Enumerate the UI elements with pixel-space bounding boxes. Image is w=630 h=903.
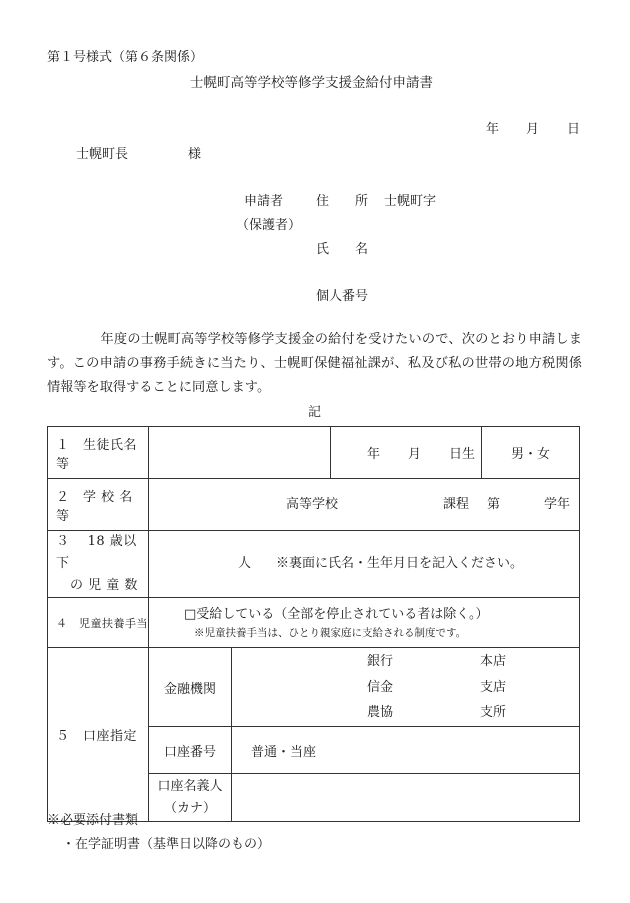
addressee: 士幌町長 <box>76 147 129 162</box>
attachments-title: ※必要添付書類 <box>47 813 139 828</box>
application-table <box>47 426 580 822</box>
birth-year-label: 年 <box>367 447 381 462</box>
nokyo-label: 農協 <box>367 705 394 720</box>
attachment-item: ・在学証明書（基準日以降のもの） <box>62 837 271 852</box>
head-office-label: 本店 <box>480 654 507 669</box>
children-label <box>48 531 149 598</box>
date-month-label: 月 <box>526 122 540 137</box>
bank-row <box>48 648 580 727</box>
school-label: ２ 学 校 名 等 <box>48 479 149 531</box>
ki-marker: 記 <box>308 405 322 420</box>
allowance-label: ４ 児童扶養手当 <box>48 598 149 648</box>
personal-number-label: 個人番号 <box>316 289 369 304</box>
student-row <box>48 427 580 479</box>
bank-label: 銀行 <box>367 654 394 669</box>
children-row <box>48 531 580 598</box>
children-label-line1: ３ 18 歳以下 <box>56 534 137 571</box>
consent-paragraph <box>47 328 582 400</box>
address-value: 士幌町字 <box>384 194 437 209</box>
account-type-label: 普通・当座 <box>251 744 317 760</box>
addressee-suffix: 様 <box>188 147 202 162</box>
course-label: 課程 <box>443 496 470 512</box>
account-label: ５ 口座指定 <box>48 648 149 822</box>
grade-suffix-label: 学年 <box>544 496 571 512</box>
consent-text: 年度の士幌町高等学校等修学支援金の給付を受けたいので、次のとおり申請します。この申請の事務手続きに当たり、士幌町保健福祉課が、私及び私の世帯の地方税関係情報等を取得することに同意します。 <box>47 332 582 395</box>
account-holder-label <box>149 774 232 822</box>
birthdate-field[interactable] <box>331 427 482 479</box>
financial-label: 金融機関 <box>149 648 232 727</box>
allowance-checkbox[interactable]: □受給している（全部を停止されている者は除く。） <box>184 606 489 622</box>
account-holder-line2: （カナ） <box>163 800 216 816</box>
children-label-line2: の 児 童 数 <box>70 578 138 593</box>
guardian-label: （保護者） <box>236 218 302 233</box>
allowance-row <box>48 598 580 648</box>
shinkin-label: 信金 <box>367 680 394 695</box>
form-number: 第１号様式（第６条関係） <box>47 50 204 65</box>
birth-month-label: 月 <box>407 447 421 462</box>
grade-prefix-label: 第 <box>487 496 501 512</box>
name-label: 氏 名 <box>316 242 369 257</box>
birth-day-label: 日生 <box>448 447 475 462</box>
children-count-field[interactable] <box>149 531 580 598</box>
address-label: 住 所 <box>316 194 369 209</box>
form-title: 士幌町高等学校等修学支援金給付申請書 <box>190 75 433 91</box>
applicant-label: 申請者 <box>244 194 284 209</box>
student-name-field[interactable] <box>149 427 331 479</box>
account-holder-line1: 口座名義人 <box>157 778 223 794</box>
allowance-note: ※児童扶養手当は、ひとり親家庭に支給される制度です。 <box>194 626 467 639</box>
financial-field[interactable] <box>232 648 580 727</box>
student-label: １ 生徒氏名等 <box>48 427 149 479</box>
gender-field[interactable]: 男・女 <box>482 427 580 479</box>
children-unit-label: 人 <box>238 556 252 571</box>
school-row <box>48 479 580 531</box>
school-field[interactable] <box>149 479 580 531</box>
date-day-label: 日 <box>567 122 581 137</box>
children-note: ※裏面に氏名・生年月日を記入ください。 <box>276 556 524 571</box>
date-year-label: 年 <box>486 122 500 137</box>
branch-label: 支店 <box>480 680 507 695</box>
account-number-label: 口座番号 <box>149 727 232 774</box>
allowance-field <box>149 598 580 648</box>
school-type-label: 高等学校 <box>286 496 339 512</box>
account-number-field[interactable] <box>232 727 580 774</box>
sub-branch-label: 支所 <box>480 705 507 720</box>
account-holder-field[interactable] <box>232 774 580 822</box>
